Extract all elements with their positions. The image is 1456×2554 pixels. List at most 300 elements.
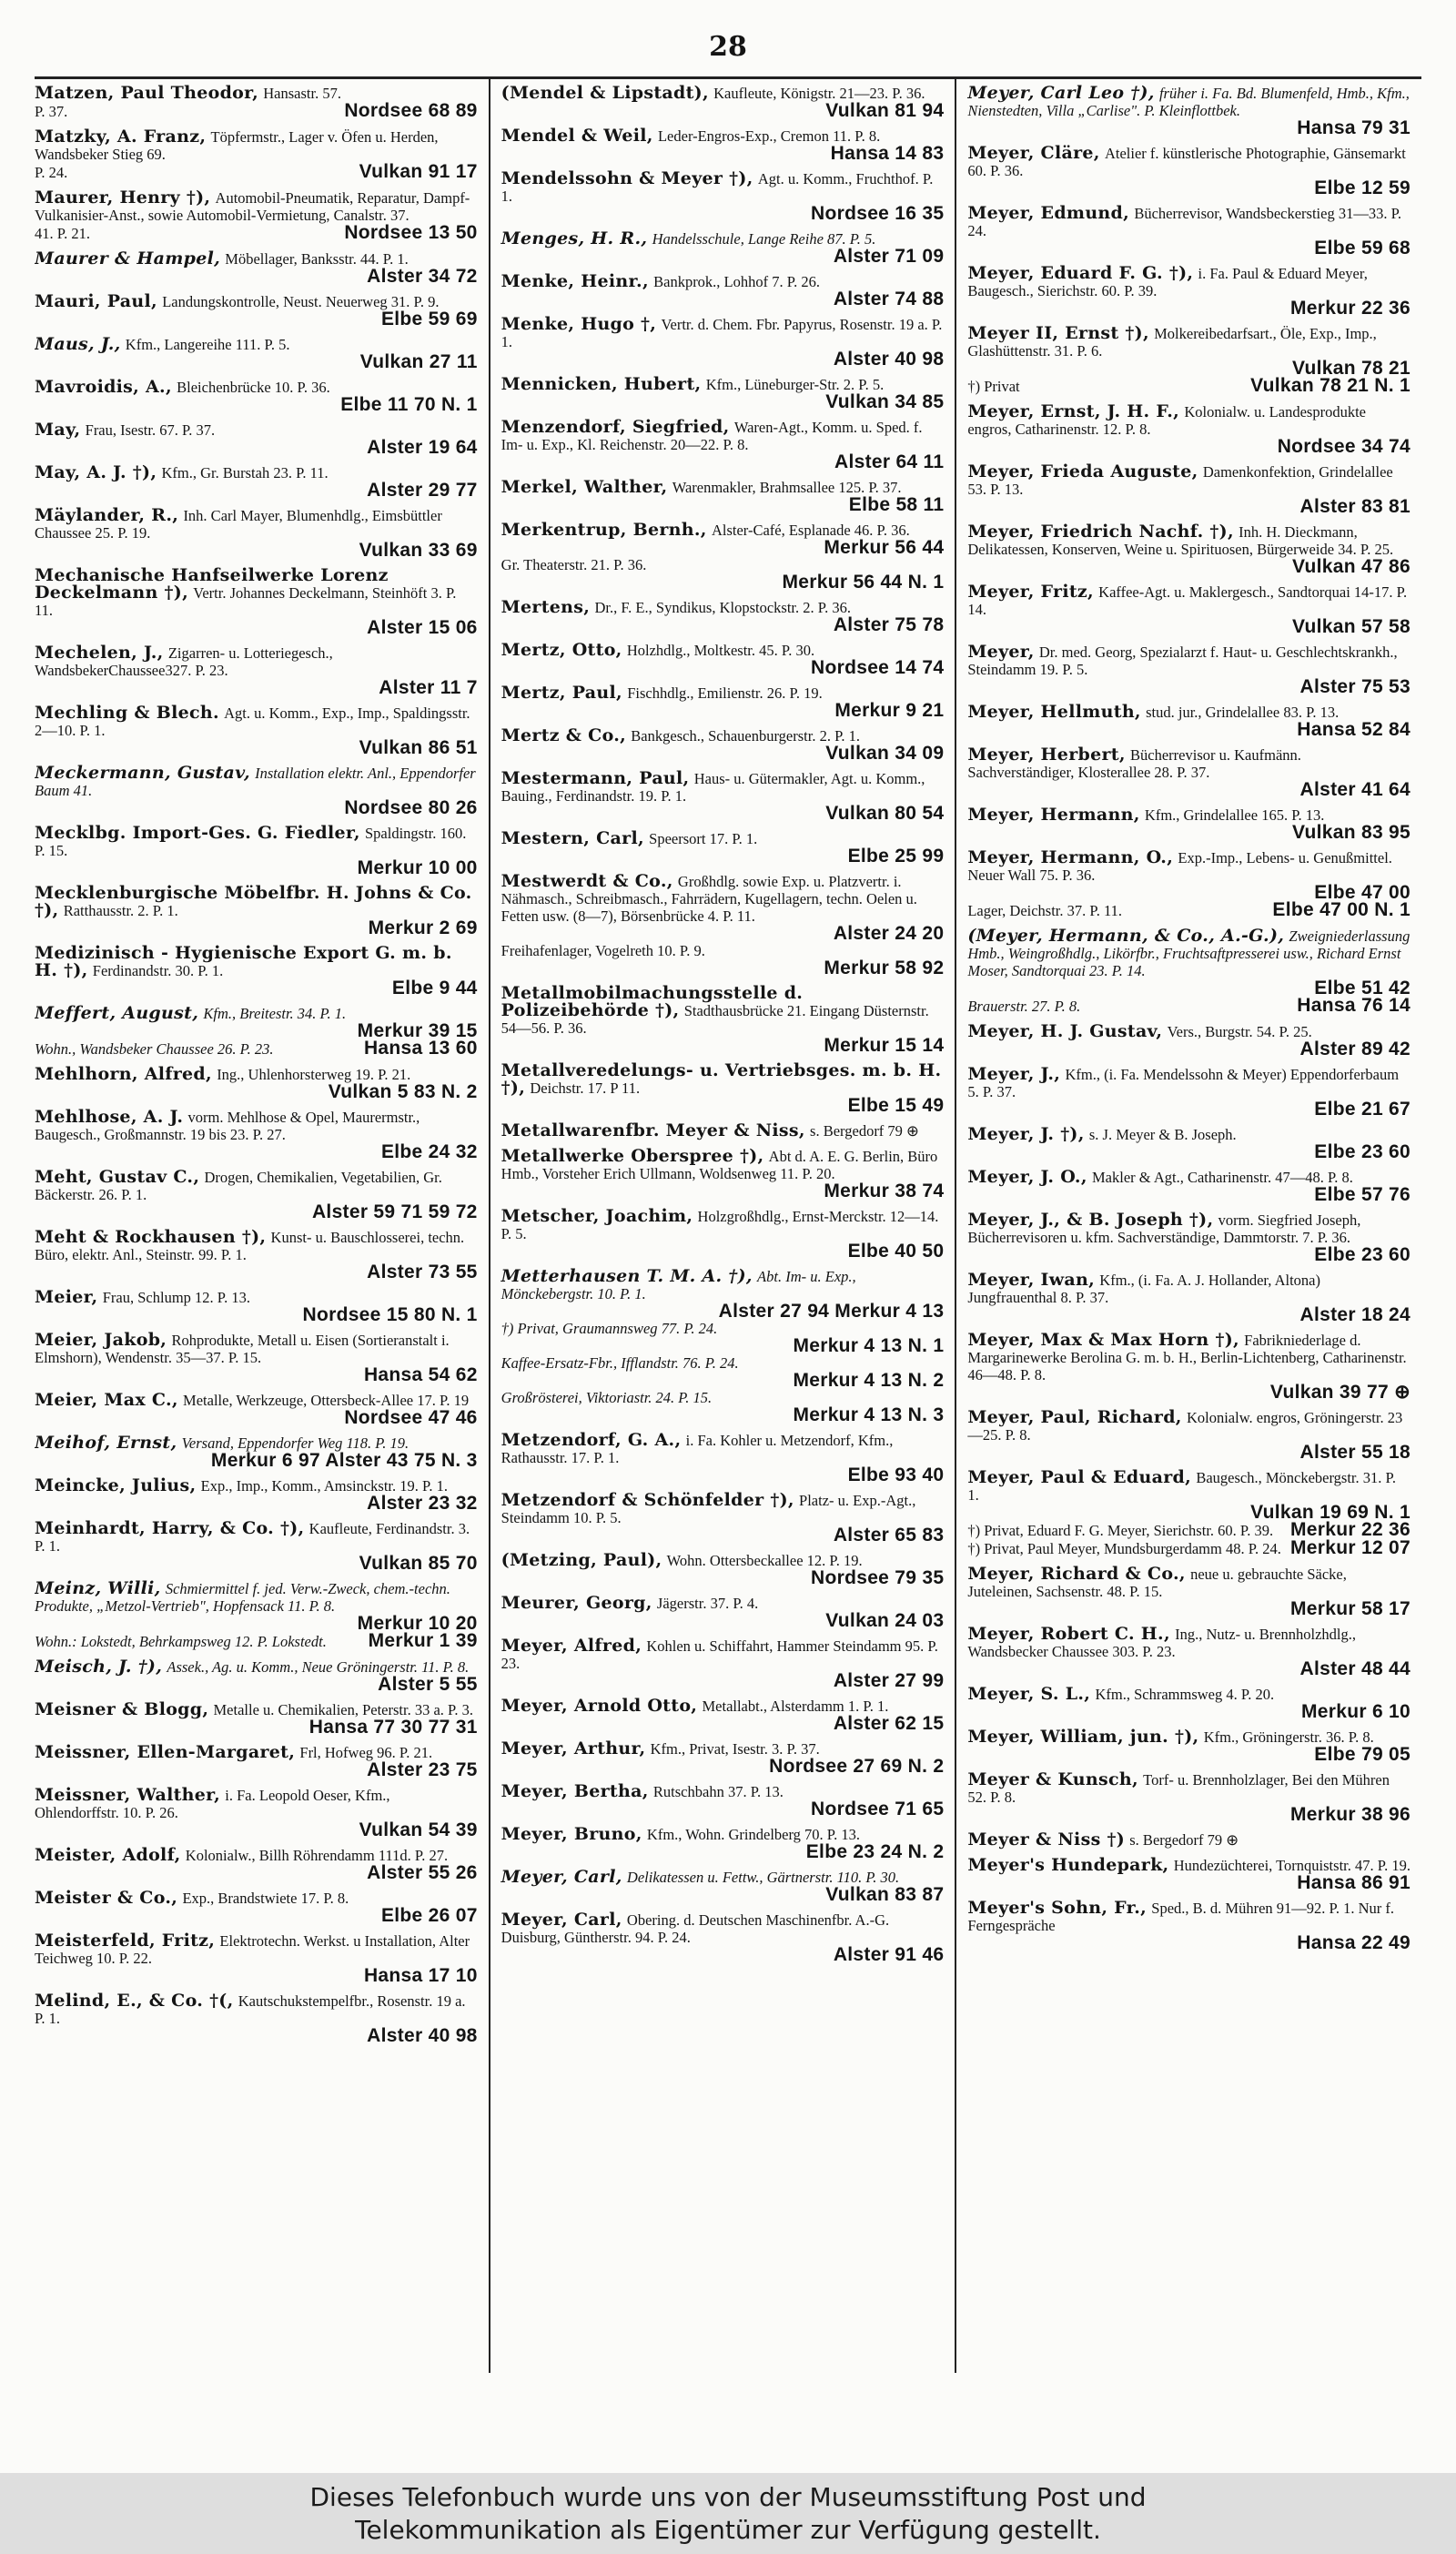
phone-number: Alster 27 94 Merkur 4 13 <box>718 1301 945 1322</box>
entry-description: Zigarren- u. Lotteriegesch., WandsbekerChaussee327. P. 23. <box>35 644 333 679</box>
entry-name: Mendel & Weil, <box>500 126 653 146</box>
entry-description: Leder-Engros-Exp., Cremon 11. P. 8. <box>657 127 881 145</box>
entry-name: Matzen, Paul Theodor, <box>35 83 258 103</box>
directory-entry <box>967 1831 1410 1849</box>
entry-heading <box>967 1771 1410 1806</box>
phone-number: Nordsee 16 35 <box>811 203 945 224</box>
entry-name: Meister & Co., <box>35 1888 178 1908</box>
directory-entry <box>967 1771 1410 1823</box>
phone-number: Elbe 93 40 <box>847 1464 945 1485</box>
entry-name: Meinhardt, Harry, & Co. †), <box>35 1518 305 1538</box>
entry-description: Agt. u. Komm., Exp., Imp., Spaldingsstr. 2—10. P. 1. <box>35 704 470 739</box>
entry-name: Meyer, <box>967 642 1035 662</box>
directory-entry <box>967 1066 1410 1118</box>
phone-number: Elbe 25 99 <box>847 846 945 867</box>
directory-entry <box>35 1520 478 1572</box>
directory-entry <box>35 765 478 816</box>
phone-number: Alster 27 99 <box>833 1670 945 1691</box>
entry-heading <box>967 1469 1410 1504</box>
entry-name: Meyer, Max & Max Horn †), <box>967 1330 1239 1350</box>
entry-description: Automobil-Pneumatik, Reparatur, Dampf-Vulkanisier-Anst., sowie Automobil-Vermietung, Canalstr. 37. <box>35 189 470 224</box>
directory-entry <box>501 1552 945 1586</box>
entry-name: Meyer, J., & B. Joseph †), <box>967 1210 1214 1230</box>
directory-entry <box>35 704 478 756</box>
phone-number: Alster 65 83 <box>833 1525 945 1546</box>
entry-heading <box>967 849 1410 884</box>
phone-number: Alster 23 75 <box>367 1759 478 1780</box>
phone-number: Elbe 59 68 <box>1314 238 1411 258</box>
entry-heading <box>35 1580 478 1615</box>
directory-entry <box>35 1932 478 1984</box>
entry-description: Zweigniederlassung Hmb., Weingroßhdlg., Likörfbr., Fruchtsaftpresserei usw., Richard Ernst Moser, Sandtorquai 23. P. 14. <box>967 927 1410 979</box>
column-3 <box>955 79 1421 2373</box>
entry-name: Meyer, Richard & Co., <box>967 1564 1186 1584</box>
entry-phone-line <box>501 616 945 633</box>
entry-phone-line <box>501 745 945 762</box>
entry-name: Meurer, Georg, <box>500 1593 652 1613</box>
entry-phone-line <box>967 997 1410 1015</box>
entry-name: (Metzing, Paul), <box>500 1550 662 1570</box>
directory-entry <box>967 1900 1410 1951</box>
entry-name: Meyer, J. O., <box>967 1167 1087 1187</box>
entry-phone-line <box>35 542 478 559</box>
directory-entry <box>35 1787 478 1839</box>
entry-phone-line <box>501 1843 945 1860</box>
entry-phone-line <box>967 1874 1410 1891</box>
entry-description: Vers., Burgstr. 54. P. 25. <box>1167 1023 1312 1040</box>
entry-description: i. Fa. Paul & Eduard Meyer, Baugesch., Sierichstr. 60. P. 39. <box>967 265 1368 299</box>
entry-description: Exp.-Imp., Lebens- u. Genußmittel. Neuer Wall 75. P. 36. <box>967 849 1392 884</box>
directory-entry <box>501 1869 945 1903</box>
entry-description: Metalle, Werkzeuge, Ottersbeck-Allee 17. P. 19 <box>183 1392 470 1409</box>
entry-phone-line <box>967 618 1410 635</box>
phone-number: Elbe 47 00 <box>1314 882 1411 903</box>
entry-phone-line <box>967 1246 1410 1263</box>
entry-description: Frau, Isestr. 67. P. 37. <box>85 421 216 439</box>
directory-entry <box>967 1272 1410 1323</box>
phone-number: Alster 48 44 <box>1299 1658 1411 1679</box>
directory-entry <box>501 985 945 1054</box>
entry-phone-line <box>967 1143 1410 1160</box>
phone-number: Nordsee 34 74 <box>1277 436 1411 457</box>
directory-entry <box>501 1826 945 1860</box>
entry-description: neue u. gebrauchte Säcke, Juteleinen, Sachsenstr. 48. P. 15. <box>967 1566 1347 1600</box>
entry-phone-line <box>501 290 945 308</box>
directory-entry <box>501 316 945 368</box>
entry-description: vorm. Siegfried Joseph, Bücherrevisoren u. kfm. Sachverständige, Dammtorstr. 7. P. 36. <box>967 1211 1361 1246</box>
entry-heading <box>967 1272 1410 1306</box>
entry-description: Haus- u. Gütermakler, Agt. u. Komm., Bauing., Ferdinandstr. 19. P. 1. <box>500 770 925 805</box>
entry-description: Abt d. A. E. G. Berlin, Büro Hmb., Vorsteher Erich Ullmann, Woldsenweg 11. P. 20. <box>500 1148 938 1182</box>
phone-number: Alster 83 81 <box>1299 496 1411 517</box>
entry-phone-line <box>35 1907 478 1924</box>
entry-phone-line <box>501 1242 945 1260</box>
entry-name: Mertens, <box>500 597 591 617</box>
phone-line-note: †) Privat, Paul Meyer, Mundsburgerdamm 48. P. 24. <box>967 1540 1281 1557</box>
phone-line-note: Lager, Deichstr. 37. P. 11. <box>967 902 1123 919</box>
phone-number: Nordsee 15 80 N. 1 <box>302 1304 478 1325</box>
entry-phone-line <box>35 1718 478 1736</box>
entry-description: Speersort 17. P. 1. <box>649 830 758 847</box>
directory-entry <box>967 1126 1410 1160</box>
entry-name: Meyer, William, jun. †), <box>967 1727 1199 1747</box>
entry-phone-line <box>501 1672 945 1689</box>
entry-description: Kohlen u. Schiffahrt, Hammer Steindamm 95. P. 23. <box>500 1637 938 1672</box>
entry-heading <box>967 1332 1410 1383</box>
entry-description: Dr. med. Georg, Spezialarzt f. Haut- u. Geschlechtskrankh., Steindamm 19. P. 5. <box>967 644 1398 678</box>
directory-entry <box>35 1701 478 1736</box>
phone-number: Nordsee 79 35 <box>811 1567 945 1588</box>
entry-name: Melind, E., & Co. †(, <box>35 1991 234 2011</box>
entry-phone-line <box>967 721 1410 738</box>
directory-entry <box>967 806 1410 841</box>
entry-heading <box>501 1062 945 1097</box>
entry-phone-line <box>35 1366 478 1383</box>
phone-number: Elbe 59 69 <box>380 309 478 329</box>
entry-name: Meyer & Niss †) <box>967 1829 1126 1850</box>
entry-description: Bleichenbrücke 10. P. 36. <box>177 379 330 396</box>
entry-name: Meier, <box>35 1287 98 1307</box>
entry-description: Wohn. Ottersbeckallee 12. P. 19. <box>666 1552 863 1569</box>
phone-number: Hansa 54 62 <box>363 1364 478 1385</box>
entry-heading <box>967 85 1410 119</box>
phone-number: Elbe 24 32 <box>380 1141 478 1162</box>
phone-number: Alster 41 64 <box>1299 779 1411 800</box>
entry-description: Bücherrevisor u. Kaufmänn. Sachverständiger, Klosterallee 28. P. 37. <box>967 746 1301 781</box>
phone-number: Alster 62 15 <box>833 1713 945 1734</box>
ownership-notice-line-1: Dieses Telefonbuch wurde uns von der Museumsstiftung Post und <box>309 2481 1147 2512</box>
entry-heading <box>967 644 1410 678</box>
entry-name: Metallwerke Oberspree †), <box>500 1146 764 1166</box>
directory-entry <box>501 727 945 762</box>
entry-name: Meyer & Kunsch, <box>967 1769 1138 1789</box>
entry-description: Inh. H. Dieckmann, Delikatessen, Konserven, Weine u. Spirituosen, Bürgerweide 34. P. 25. <box>967 523 1394 558</box>
entry-description: i. Fa. Leopold Oeser, Kfm., Ohlendorffstr. 10. P. 26. <box>35 1787 390 1821</box>
phone-number: Vulkan 54 39 <box>359 1819 478 1840</box>
entry-phone-line <box>967 901 1410 919</box>
entry-name: Mavroidis, A., <box>35 377 172 397</box>
phone-number: Merkur 9 21 <box>834 700 945 721</box>
entry-name: Metscher, Joachim, <box>500 1206 693 1226</box>
entry-name: Meyer's Hundepark, <box>967 1855 1169 1875</box>
phone-number: Hansa 14 83 <box>830 143 945 164</box>
entry-name: Mechelen, J., <box>35 643 164 663</box>
phone-number: Merkur 15 14 <box>824 1035 945 1056</box>
entry-name: Meier, Max C., <box>35 1390 178 1410</box>
phone-number: Hansa 17 10 <box>363 1965 478 1986</box>
entry-name: Meyer, Arthur, <box>500 1738 646 1758</box>
directory-entry <box>35 293 478 328</box>
phone-number: Nordsee 68 89 <box>344 100 478 121</box>
phone-number: Hansa 13 60 <box>363 1038 478 1059</box>
phone-number: Merkur 4 13 N. 3 <box>793 1404 945 1425</box>
entry-name: Meinz, Willi, <box>35 1578 161 1598</box>
phone-number: Vulkan 86 51 <box>359 737 478 758</box>
phone-number: Vulkan 78 21 N. 1 <box>1250 375 1411 396</box>
directory-entry <box>501 1432 945 1484</box>
directory-entry <box>501 1698 945 1732</box>
entry-phone-line <box>501 1800 945 1818</box>
phone-number: Alster 18 24 <box>1299 1304 1411 1325</box>
entry-description: Kfm., (i. Fa. Mendelssohn & Meyer) Eppendorferbaum 5. P. 37. <box>967 1066 1400 1100</box>
entry-heading <box>35 507 478 542</box>
phone-number: Alster 59 71 59 72 <box>311 1201 478 1222</box>
entry-description: Deichstr. 17. P 11. <box>530 1079 641 1097</box>
phone-number: Alster 29 77 <box>367 480 478 501</box>
entry-description: stud. jur., Grindelallee 83. P. 13. <box>1146 704 1340 721</box>
entry-description: Ing., Nutz- u. Brennholzhdlg., Wandsbecker Chaussee 303. P. 23. <box>967 1626 1357 1660</box>
directory-entry <box>967 265 1410 317</box>
entry-name: Maurer, Henry †), <box>35 187 211 208</box>
phone-line-note: Kaffee-Ersatz-Fbr., Ifflandstr. 76. P. 24. <box>500 1354 739 1372</box>
phone-number: Alster 15 06 <box>367 617 478 638</box>
phone-number: Alster 64 11 <box>834 451 945 472</box>
entry-phone-line <box>35 1452 478 1469</box>
entry-phone-line <box>35 859 478 877</box>
directory-entry <box>967 205 1410 257</box>
entry-description: i. Fa. Kohler u. Metzendorf, Kfm., Rathausstr. 17. P. 1. <box>500 1432 894 1466</box>
entry-heading <box>35 1169 478 1203</box>
entry-phone-line <box>35 481 478 499</box>
entry-phone-line <box>967 1100 1410 1118</box>
directory-entry <box>501 1208 945 1260</box>
entry-phone-line <box>967 239 1410 257</box>
phone-line-note: †) Privat <box>967 378 1020 395</box>
phone-number: Alster 71 09 <box>833 246 945 267</box>
entry-name: Meyer, Robert C. H., <box>967 1624 1170 1644</box>
entry-description: Ing., Uhlenhorsterweg 19. P. 21. <box>217 1066 411 1083</box>
phone-number: Vulkan 34 09 <box>825 743 945 764</box>
entry-name: Meyer, Bertha, <box>500 1781 649 1801</box>
phone-number: Merkur 39 15 <box>357 1020 478 1041</box>
directory-entry <box>35 1169 478 1221</box>
entry-heading <box>967 325 1410 360</box>
directory-entry <box>501 1783 945 1818</box>
entry-name: Mecklbg. Import-Ges. G. Fiedler, <box>35 823 360 843</box>
phone-number: Vulkan 80 54 <box>825 803 945 824</box>
entry-phone-line <box>501 847 945 865</box>
directory-entry <box>967 1686 1410 1720</box>
entry-heading <box>35 704 478 739</box>
entry-name: Menges, H. R., <box>500 228 648 248</box>
entry-name: Mestermann, Paul, <box>500 768 690 788</box>
entry-phone-line <box>501 350 945 368</box>
entry-phone-line <box>501 1886 945 1903</box>
entry-phone-line <box>35 439 478 456</box>
entry-description: Kfm., Wohn. Grindelberg 70. P. 13. <box>646 1826 861 1843</box>
phone-line-note: 41. P. 21. <box>35 225 90 242</box>
entry-heading <box>501 985 945 1037</box>
entry-phone-line <box>35 739 478 756</box>
entry-description: Alster-Café, Esplanade 46. P. 36. <box>711 522 910 539</box>
directory-entry <box>35 1332 478 1383</box>
entry-description: Atelier f. künstlerische Photographie, Gänsemarkt 60. P. 36. <box>967 145 1406 179</box>
entry-phone-line <box>501 1715 945 1732</box>
phone-number: Vulkan 85 70 <box>359 1553 478 1574</box>
directory-entry <box>501 419 945 471</box>
phone-number: Vulkan 34 85 <box>825 391 945 412</box>
phone-number: Alster 23 32 <box>367 1493 478 1514</box>
entry-description: Bankprok., Lohhof 7. P. 26. <box>653 273 820 290</box>
entry-name: Meyer, S. L., <box>967 1684 1091 1704</box>
entry-phone-line <box>35 224 478 242</box>
entry-phone-line <box>35 2027 478 2044</box>
entry-phone-line <box>35 1821 478 1839</box>
entry-heading <box>967 1066 1410 1100</box>
entry-heading <box>967 265 1410 299</box>
directory-entry <box>967 1332 1410 1401</box>
entry-phone-line <box>501 496 945 513</box>
phone-number: Vulkan 39 77 ⊕ <box>1269 1382 1411 1403</box>
entry-description: Vertr. d. Chem. Fbr. Papyrus, Rosenstr. 19 a. P. 1. <box>500 316 943 350</box>
entry-phone-line <box>967 678 1410 695</box>
entry-name: Merkel, Walther, <box>500 477 668 497</box>
entry-phone-line <box>501 1526 945 1544</box>
entry-phone-line <box>501 925 945 942</box>
entry-description: Kfm., Privat, Isestr. 3. P. 37. <box>650 1740 820 1758</box>
ownership-notice <box>0 2473 1456 2554</box>
entry-phone-line <box>967 558 1410 575</box>
entry-heading <box>501 1492 945 1526</box>
entry-heading <box>501 1122 945 1140</box>
phone-number: Merkur 58 92 <box>824 958 945 978</box>
phone-number: Elbe 11 70 N. 1 <box>340 394 478 415</box>
entry-heading <box>501 1148 945 1182</box>
entry-heading <box>35 1787 478 1821</box>
entry-name: Maurer & Hampel, <box>35 248 221 269</box>
directory-entry <box>501 599 945 633</box>
entry-heading <box>35 567 478 619</box>
phone-line-note: †) Privat, Eduard F. G. Meyer, Sierichstr. 60. P. 39. <box>967 1522 1274 1539</box>
entry-description: Inh. Carl Mayer, Blumenhdlg., Eimsbüttler Chaussee 25. P. 19. <box>35 507 442 542</box>
entry-name: Medizinisch - Hygienische Export G. m. b. H. †), <box>35 943 452 980</box>
entry-phone-line <box>967 1539 1410 1557</box>
entry-heading <box>967 523 1410 558</box>
directory-entry <box>35 644 478 696</box>
phone-number: Merkur 22 36 <box>1290 1519 1411 1540</box>
directory-entry <box>35 1744 478 1779</box>
entry-heading <box>967 1566 1410 1600</box>
entry-description: Frau, Schlump 12. P. 13. <box>102 1289 250 1306</box>
directory-entry <box>967 849 1410 919</box>
directory-entry <box>35 1847 478 1881</box>
entry-name: Meyer, J. †), <box>967 1124 1085 1144</box>
entry-heading <box>501 770 945 805</box>
entry-description: Möbellager, Banksstr. 44. P. 1. <box>225 250 409 268</box>
phone-number: Hansa 76 14 <box>1297 995 1411 1016</box>
phone-line-note: †) Privat, Graumannsweg 77. P. 24. <box>500 1320 718 1337</box>
entry-name: Meyer, Frieda Auguste, <box>967 461 1198 481</box>
entry-name: Mehlhorn, Alfred, <box>35 1064 212 1084</box>
entry-name: Mennicken, Hubert, <box>500 374 702 394</box>
entry-name: Meisterfeld, Fritz, <box>35 1931 216 1951</box>
entry-name: Metallmobilmachungsstelle d. Polizeibehörde †), <box>500 983 804 1020</box>
phone-number: Nordsee 14 74 <box>811 657 945 678</box>
phone-number: Elbe 57 76 <box>1314 1184 1411 1205</box>
phone-line-note: Freihafenlager, Vogelreth 10. P. 9. <box>500 942 705 959</box>
entry-phone-line <box>35 353 478 370</box>
entry-description: Platz- u. Exp.-Agt., Steindamm 10. P. 5. <box>500 1492 916 1526</box>
entry-description: Metalle u. Chemikalien, Peterstr. 33 a. P. 3. <box>213 1701 474 1718</box>
entry-heading <box>501 1268 945 1302</box>
directory-entry <box>35 189 478 242</box>
entry-description: Kfm., Lüneburger-Str. 2. P. 5. <box>705 376 885 393</box>
directory-entry <box>967 1169 1410 1203</box>
phone-line-note: Gr. Theaterstr. 21. P. 36. <box>500 556 647 573</box>
entry-phone-line <box>967 781 1410 798</box>
phone-number: Vulkan 78 21 <box>1291 358 1411 379</box>
entry-heading <box>967 927 1410 979</box>
phone-number: Elbe 23 24 N. 2 <box>805 1841 945 1862</box>
phone-number: Elbe 12 59 <box>1314 177 1411 198</box>
entry-phone-line <box>501 102 945 119</box>
phone-number: Alster 55 18 <box>1299 1442 1411 1463</box>
entry-description: Torf- u. Brennholzlager, Bei den Mühren 52. P. 8. <box>967 1771 1390 1806</box>
entry-name: Meyer, Edmund, <box>967 203 1130 223</box>
entry-phone-line <box>967 1703 1410 1720</box>
entry-heading <box>501 170 945 205</box>
phone-number: Hansa 86 91 <box>1297 1872 1411 1893</box>
entry-phone-line <box>35 1263 478 1281</box>
entry-description: s. J. Meyer & B. Joseph. <box>1088 1126 1237 1143</box>
entry-description: Delikatessen u. Fettw., Gärtnerstr. 110. P. 30. <box>626 1869 900 1886</box>
directory-entry <box>501 642 945 676</box>
entry-phone-line <box>501 805 945 822</box>
phone-line-note: P. 37. <box>35 103 68 120</box>
directory-entry <box>35 1658 478 1693</box>
directory-entry <box>501 127 945 162</box>
entry-heading <box>501 1208 945 1242</box>
directory-entry <box>967 325 1410 395</box>
directory-entry <box>967 1409 1410 1461</box>
entry-description: Bücherrevisor, Wandsbeckerstieg 31—33. P. 24. <box>967 205 1402 239</box>
entry-phone-line <box>967 1746 1410 1763</box>
phone-number: Merkur 58 17 <box>1290 1598 1411 1619</box>
entry-heading <box>967 403 1410 438</box>
entry-description: Ferdinandstr. 30. P. 1. <box>92 962 224 979</box>
entry-description: Rohprodukte, Metall u. Eisen (Sortieranstalt i. Elmshorn), Wendenstr. 35—37. P. 15. <box>35 1332 450 1366</box>
entry-description: Rutschbahn 37. P. 13. <box>652 1783 784 1800</box>
entry-name: Meyer, J., <box>967 1064 1061 1084</box>
entry-description: Makler & Agt., Catharinenstr. 47—48. P. 8. <box>1092 1169 1353 1186</box>
directory-entry <box>35 1890 478 1924</box>
entry-name: Meht & Rockhausen †), <box>35 1227 267 1247</box>
entry-phone-line <box>967 1806 1410 1823</box>
entry-name: Metzendorf & Schönfelder †), <box>500 1490 794 1510</box>
entry-phone-line <box>35 396 478 413</box>
directory-entry <box>35 128 478 181</box>
entry-description: Fabrikniederlage d. Margarinewerke Berolina G. m. b. H., Berlin-Lichtenberg, Catharinenstr. 46—48. P. 8. <box>967 1332 1407 1383</box>
directory-entry <box>35 507 478 559</box>
entry-name: Mendelssohn & Meyer †), <box>500 168 753 188</box>
entry-description: Holzhdlg., Moltkestr. 45. P. 30. <box>626 642 815 659</box>
entry-phone-line <box>35 679 478 696</box>
entry-phone-line <box>501 1466 945 1484</box>
entry-description: Handelsschule, Lange Reihe 87. P. 5. <box>652 230 876 248</box>
directory-entry <box>967 463 1410 515</box>
directory-entry <box>35 1066 478 1100</box>
directory-entry <box>967 1211 1410 1263</box>
entry-description: Assek., Ag. u. Komm., Neue Gröningerstr. 11. P. 8. <box>167 1658 470 1676</box>
entry-phone-line <box>967 1444 1410 1461</box>
entry-description: Kfm., Schrammsweg 4. P. 20. <box>1095 1686 1275 1703</box>
entry-phone-line <box>967 1040 1410 1058</box>
entry-phone-line <box>35 1555 478 1572</box>
phone-number: Vulkan 24 03 <box>825 1610 945 1631</box>
entry-heading <box>35 128 478 163</box>
entry-phone-line <box>35 1495 478 1512</box>
entry-description: Kfm., Gröningerstr. 36. P. 8. <box>1203 1728 1374 1746</box>
